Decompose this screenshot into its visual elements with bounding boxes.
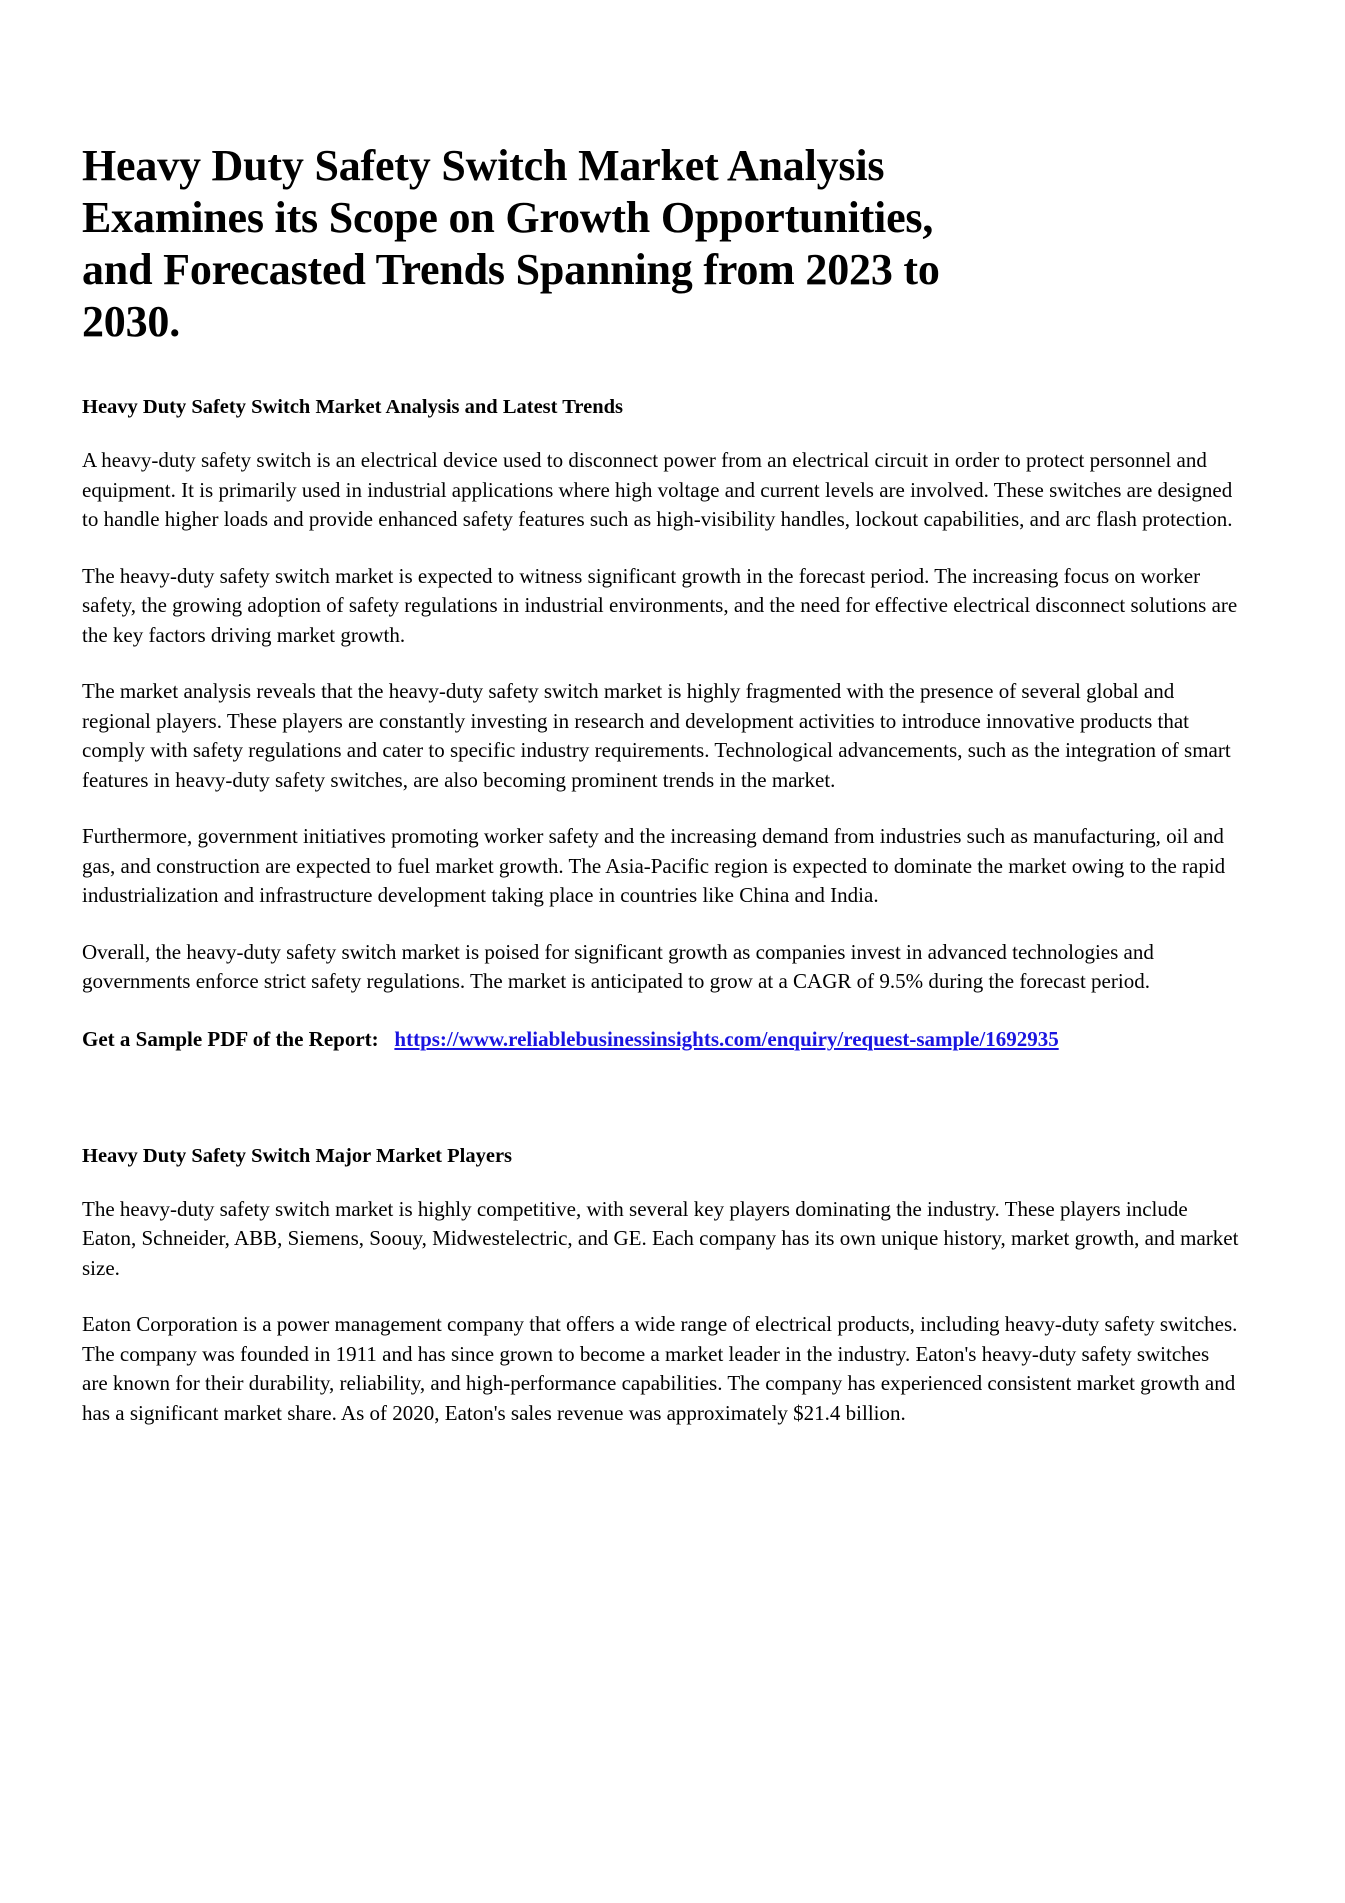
section-heading-players: Heavy Duty Safety Switch Major Market Players [82,1144,513,1167]
section-heading-analysis: Heavy Duty Safety Switch Market Analysis and Latest Trends [82,396,623,418]
section-spacer [82,1081,1240,1143]
sample-pdf-link[interactable]: https://www.reliablebusinessinsights.com/enquiry/request-sample/1692935 [394,1026,1059,1051]
paragraph-players-2: Eaton Corporation is a power management company that offers a wide range of electrical products, including heavy-duty safety switches. The company was founded in 1911 and has since grown to become a market leader in the industry. Eaton's heavy-duty safety switches are known for their durability, reliability, and high-performance capabilities. The company has experienced consistent market growth and has a significant market share. As of 2020, Eaton's sales revenue was approximately $21.4 billion. [82,1312,1238,1425]
sample-pdf-label: Get a Sample PDF of the Report: [82,1026,379,1051]
sample-pdf-cta [82,1024,1240,1054]
paragraph-players-1: The heavy-duty safety switch market is highly competitive, with several key players dominating the industry. These players include Eaton, Schneider, ABB, Siemens, Soouy, Midwestelectric, and GE. Each company has its own unique history, market growth, and market size. [82,1196,1239,1280]
paragraph-analysis-5: Overall, the heavy-duty safety switch market is poised for significant growth as companies invest in advanced technologies and governments enforce strict safety regulations. The market is anticipated to grow at a CAGR of 9.5% during the forecast period. [82,939,1154,993]
paragraph-analysis-4: Furthermore, government initiatives promoting worker safety and the increasing demand from industries such as manufacturing, oil and gas, and construction are expected to fuel market growth. The Asia-Pacific region is expected to dominate the market owing to the rapid industrialization and infrastructure development taking place in countries like China and India. [82,824,1226,907]
paragraph-analysis-2: The heavy-duty safety switch market is expected to witness significant growth in the forecast period. The increasing focus on worker safety, the growing adoption of safety regulations in industrial environments, and the need for effective electrical disconnect solutions are the key factors driving market growth. [82,563,1238,647]
paragraph-analysis-3: The market analysis reveals that the heavy-duty safety switch market is highly fragmented with the presence of several global and regional players. These players are constantly investing in research and development activities to introduce innovative products that comply with safety regulations and cater to specific industry requirements. Technological advancements, such as the integration of smart features in heavy-duty safety switches, are also becoming prominent trends in the market. [82,679,1231,792]
paragraph-analysis-1: A heavy-duty safety switch is an electrical device used to disconnect power from an electrical circuit in order to protect personnel and equipment. It is primarily used in industrial applications where high voltage and current levels are involved. These switches are designed to handle higher loads and provide enhanced safety features such as high-visibility handles, lockout capabilities, and arc flash protection. [82,448,1233,531]
page-title: Heavy Duty Safety Switch Market Analysis Examines its Scope on Growth Opportunities, and Forecasted Trends Spanning from 2023 to 2030. [82,141,940,346]
